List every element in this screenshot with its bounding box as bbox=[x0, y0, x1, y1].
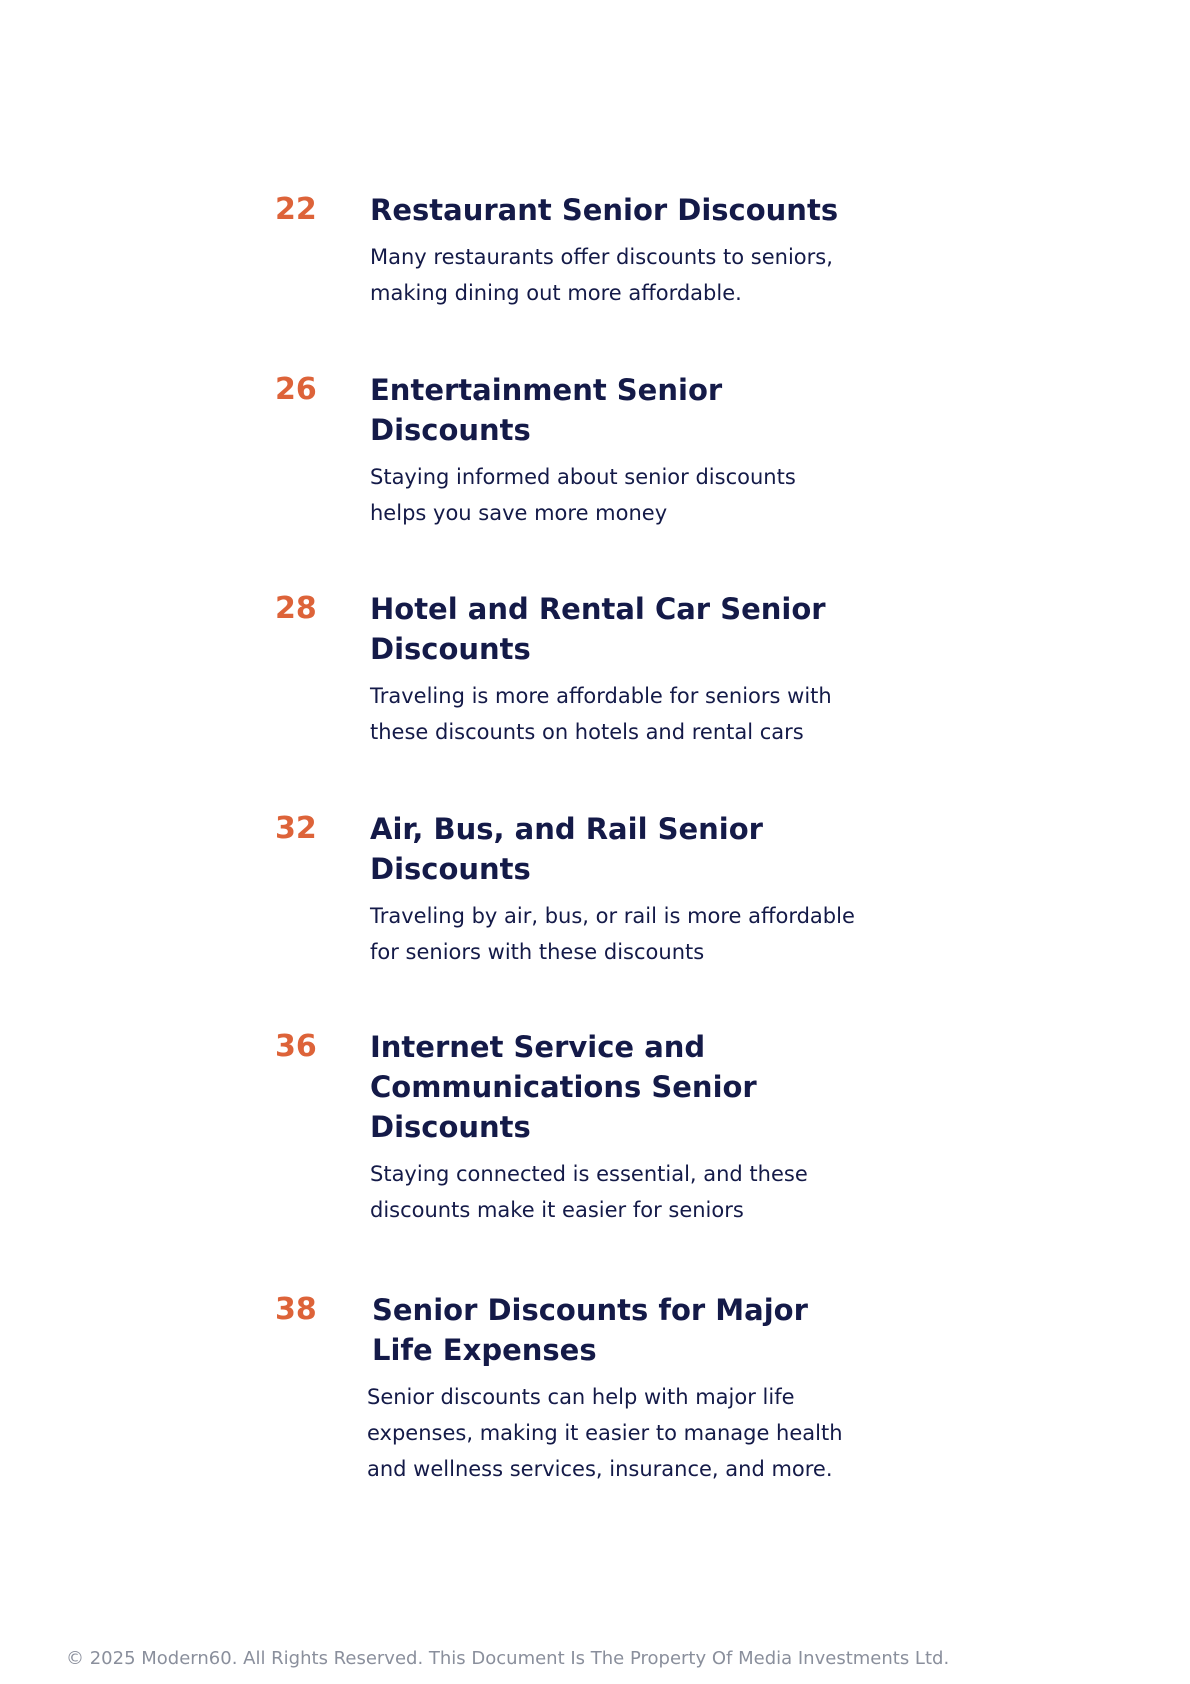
page-number: 36 bbox=[275, 1029, 317, 1064]
entry-body bbox=[370, 809, 890, 970]
entry-body bbox=[370, 1027, 890, 1228]
page-number: 38 bbox=[275, 1292, 317, 1327]
entry-description: Staying informed about senior discounts helps you save more money bbox=[370, 465, 796, 525]
entry-description: Traveling is more affordable for seniors with these discounts on hotels and rental cars bbox=[370, 684, 832, 744]
entry-body bbox=[370, 190, 890, 311]
entry-title[interactable]: Entertainment Senior Discounts bbox=[370, 373, 723, 447]
entry-title[interactable]: Internet Service and Communications Senior Discounts bbox=[370, 1030, 757, 1144]
page-number: 26 bbox=[275, 372, 317, 407]
page-number: 22 bbox=[275, 192, 317, 227]
entry-description: Traveling by air, bus, or rail is more affordable for seniors with these discounts bbox=[370, 904, 855, 964]
entry-title[interactable]: Senior Discounts for Major Life Expenses bbox=[372, 1293, 808, 1367]
entry-title[interactable]: Hotel and Rental Car Senior Discounts bbox=[370, 592, 826, 666]
page-number: 28 bbox=[275, 591, 317, 626]
entry-body bbox=[370, 589, 890, 750]
entry-description: Senior discounts can help with major life expenses, making it easier to manage health and wellness services, insurance, and more. bbox=[367, 1385, 843, 1481]
entry-title[interactable]: Air, Bus, and Rail Senior Discounts bbox=[370, 812, 763, 886]
entry-description: Many restaurants offer discounts to seniors, making dining out more affordable. bbox=[370, 245, 833, 305]
page-number: 32 bbox=[275, 811, 317, 846]
copyright-footer: © 2025 Modern60. All Rights Reserved. This Document Is The Property Of Media Investments Ltd. bbox=[66, 1648, 950, 1669]
entry-body bbox=[367, 1290, 892, 1487]
entry-body bbox=[370, 370, 890, 531]
entry-description: Staying connected is essential, and these discounts make it easier for seniors bbox=[370, 1162, 808, 1222]
entry-title[interactable]: Restaurant Senior Discounts bbox=[370, 193, 839, 227]
